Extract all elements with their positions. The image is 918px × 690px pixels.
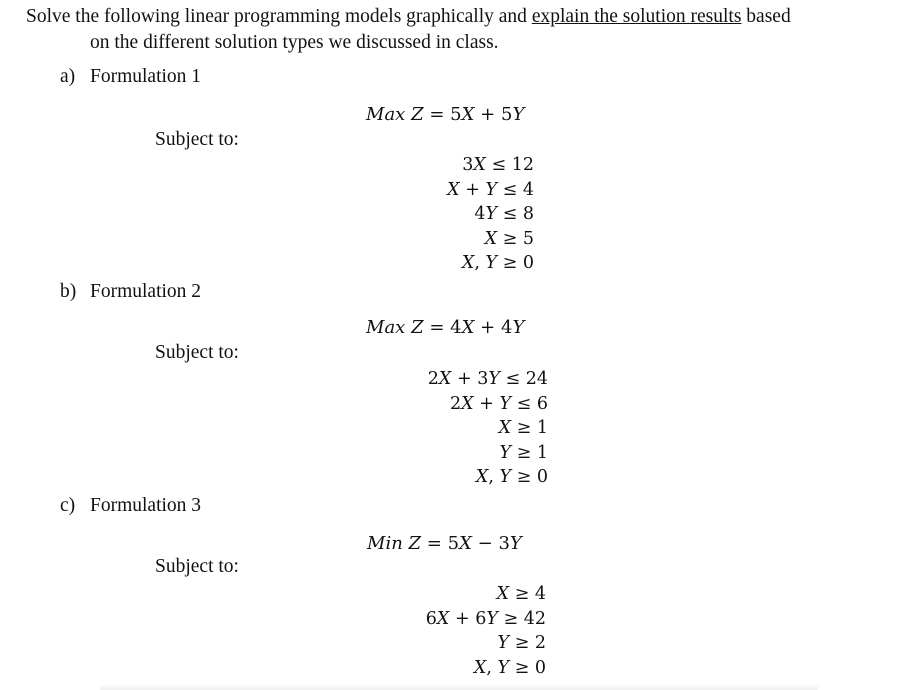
formulation-2-constraints [428,367,548,490]
constraint: X, Y ≥ 0 [473,657,546,678]
intro-text-1: Solve the following linear programming models graphically and [26,6,532,27]
formulation-2-objective: Max Z = 4X + 4Y [366,317,525,338]
section-letter: c) [60,495,76,516]
constraint: 3X ≤ 12 [462,155,534,175]
problem-statement [26,4,906,56]
constraint: 2X + 3Y ≤ 24 [427,369,548,389]
intro-text-2: based [741,6,791,27]
section-title: Formulation 3 [90,495,202,516]
constraint: X ≥ 1 [498,418,548,438]
formulation-2-subject-to: Subject to: [155,342,239,363]
constraint: Y ≥ 2 [497,633,546,653]
constraint: X + Y ≤ 4 [447,179,534,200]
constraint: Y ≥ 1 [499,442,548,463]
constraint: X ≥ 5 [484,228,534,249]
constraint: X, Y ≥ 0 [475,467,548,487]
intro-line-2: on the different solution types we discussed in class. [90,32,499,53]
formulation-3-objective: Min Z = 5X − 3Y [367,533,522,554]
formulation-3-subject-to: Subject to: [155,556,239,577]
constraint: 4Y ≤ 8 [474,204,534,224]
constraint: X ≥ 4 [496,584,546,604]
section-letter: a) [60,66,76,87]
formulation-3-constraints [426,582,546,680]
intro-underlined: explain the solution results [531,6,742,27]
page-edge-shadow [100,684,818,690]
section-title: Formulation 1 [90,66,202,87]
section-letter: b) [60,281,77,302]
formulation-1-constraints [447,153,534,276]
section-title: Formulation 2 [90,281,202,302]
formulation-2-heading [60,281,201,303]
constraint: X, Y ≥ 0 [461,253,534,273]
constraint: 6X + 6Y ≥ 42 [425,608,546,629]
constraint: 2X + Y ≤ 6 [450,393,548,414]
formulation-1-subject-to: Subject to: [155,129,239,150]
formulation-3-heading [60,495,201,517]
formulation-1-heading [60,66,201,88]
formulation-1-objective: Max Z = 5X + 5Y [366,104,525,125]
